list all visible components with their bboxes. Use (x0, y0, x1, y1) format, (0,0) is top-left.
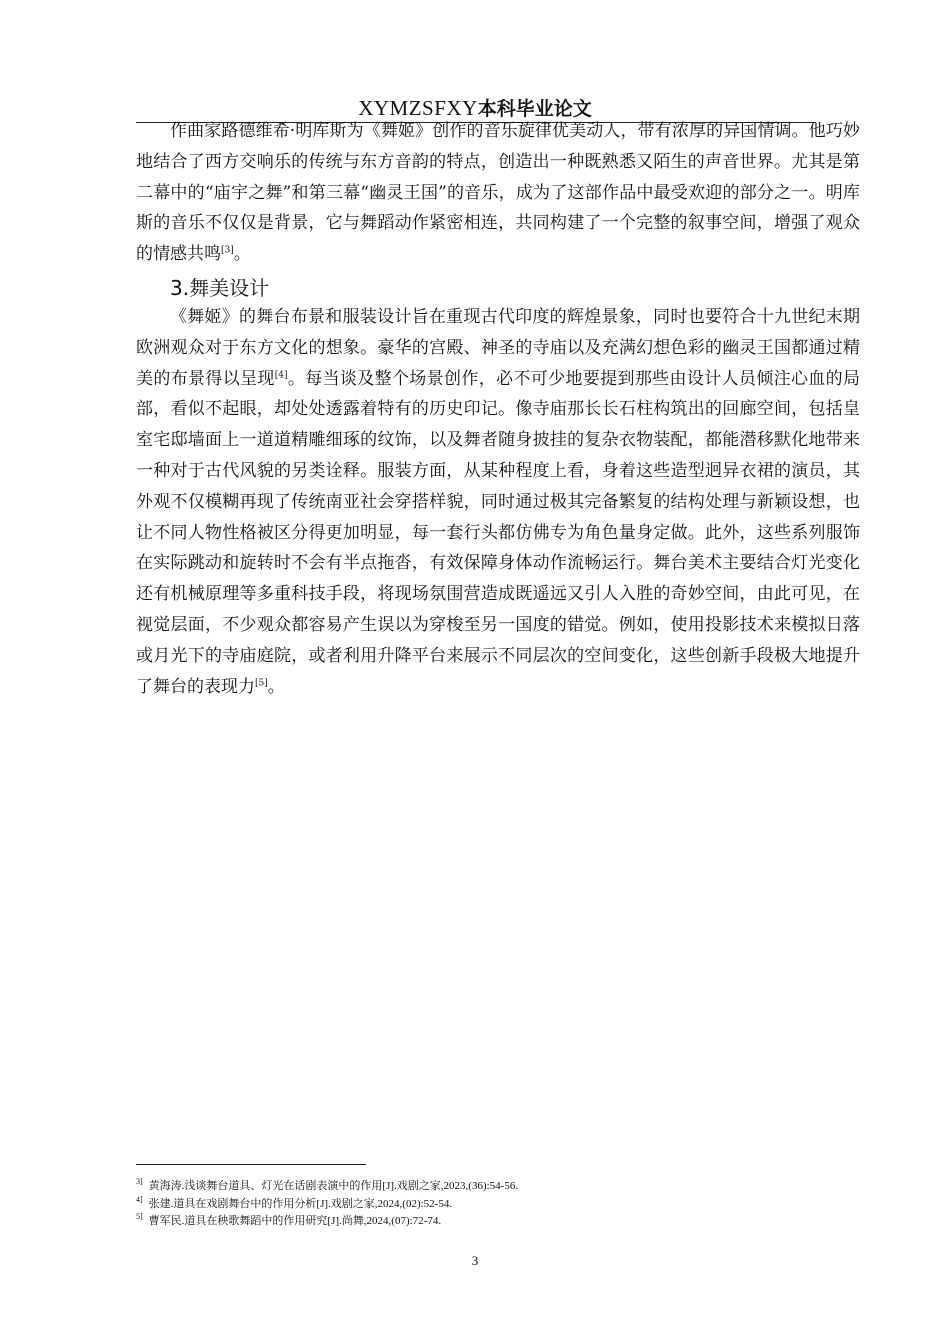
citation-4: [4] (274, 369, 288, 380)
footnote-mark: 3] (136, 1177, 143, 1187)
footnote (136, 1196, 856, 1214)
header-latin: XYMZSFXY (358, 96, 478, 120)
footnote-rule (136, 1164, 366, 1165)
paragraph-text: 《舞姬》的舞台布景和服装设计旨在重现古代印度的辉煌景象，同时也要符合十九世纪末期欧洲观众对于东方文化的想象。豪华的宫殿、神圣的寺庙以及充满幻想色彩的幽灵王国都通过精美的布景得以呈现 (136, 306, 860, 389)
footnote (136, 1178, 856, 1196)
footnote-mark: 4] (136, 1194, 143, 1204)
body-text (136, 116, 860, 702)
citation-5: [5] (255, 677, 268, 688)
paragraph-tail: 。 (267, 676, 285, 697)
paragraph-tail: 。 (233, 244, 251, 265)
footnote-text: 张建.道具在戏剧舞台中的作用分析[J].戏剧之家,2024,(02):52-54. (148, 1197, 453, 1210)
footnotes (136, 1178, 856, 1231)
section-title: 3.舞美设计 (170, 275, 270, 300)
paragraph-text: 作曲家路德维希·明库斯为《舞姬》创作的音乐旋律优美动人，带有浓厚的异国情调。他巧妙地结合了西方交响乐的传统与东方音韵的特点，创造出一种既熟悉又陌生的声音世界。尤其是第二幕中的“庙宇之舞”和第三幕“幽灵王国”的音乐，成为了这部作品中最受欢迎的部分之一。明库斯的音乐不仅仅是背景，它与舞蹈动作紧密相连，共同构建了一个完整的叙事空间，增强了观众的情感共鸣 (136, 121, 860, 265)
page-number: 3 (471, 1253, 479, 1268)
paragraph-music (136, 116, 860, 270)
paragraph-stage-design (136, 302, 860, 702)
footnote-text: 曹军民.道具在秧歌舞蹈中的作用研究[J].尚舞,2024,(07):72-74. (148, 1215, 442, 1227)
citation-3: [3] (221, 245, 234, 256)
header-title: 本科毕业论文 (477, 98, 592, 120)
paragraph-text: 。每当谈及整个场景创作，必不可少地要提到那些由设计人员倾注心血的局部，看似不起眼，却处处透露着特有的历史印记。像寺庙那长长石柱构筑出的回廊空间，包括皇室宅邸墙面上一道道精雕细琢的纹饰，以及舞者随身披挂的复杂衣物装配，都能潜移默化地带来一种对于古代风貌的另类诠释。服装方面，从某种程度上看，身着这些造型迥异衣裙的演员，其外观不仅模糊再现了传统南亚社会穿搭样貌，同时通过极其完备繁复的结构处理与新颖设想，也让不同人物性格被区分得更加明显，每一套行头都仿佛专为角色量身定做。此外，这些系列服饰在实际跳动和旋转时不会有半点拖沓，有效保障身体动作流畅运行。舞台美术主要结合灯光变化还有机械原理等多重科技手段，将现场氛围营造成既遥远又引人入胜的奇妙空间，由此可见，在视觉层面，不少观众都容易产生误以为穿梭至另一国度的错觉。例如，使用投影技术来模拟日落或月光下的寺庙庭院，或者利用升降平台来展示不同层次的空间变化，这些创新手段极大地提升了舞台的表现力 (136, 368, 860, 697)
footnote (136, 1213, 856, 1231)
footnote-text: 黄海涛.浅谈舞台道具、灯光在话剧表演中的作用[J].戏剧之家,2023,(36):54-56. (148, 1180, 519, 1192)
footnote-mark: 5] (136, 1212, 143, 1222)
